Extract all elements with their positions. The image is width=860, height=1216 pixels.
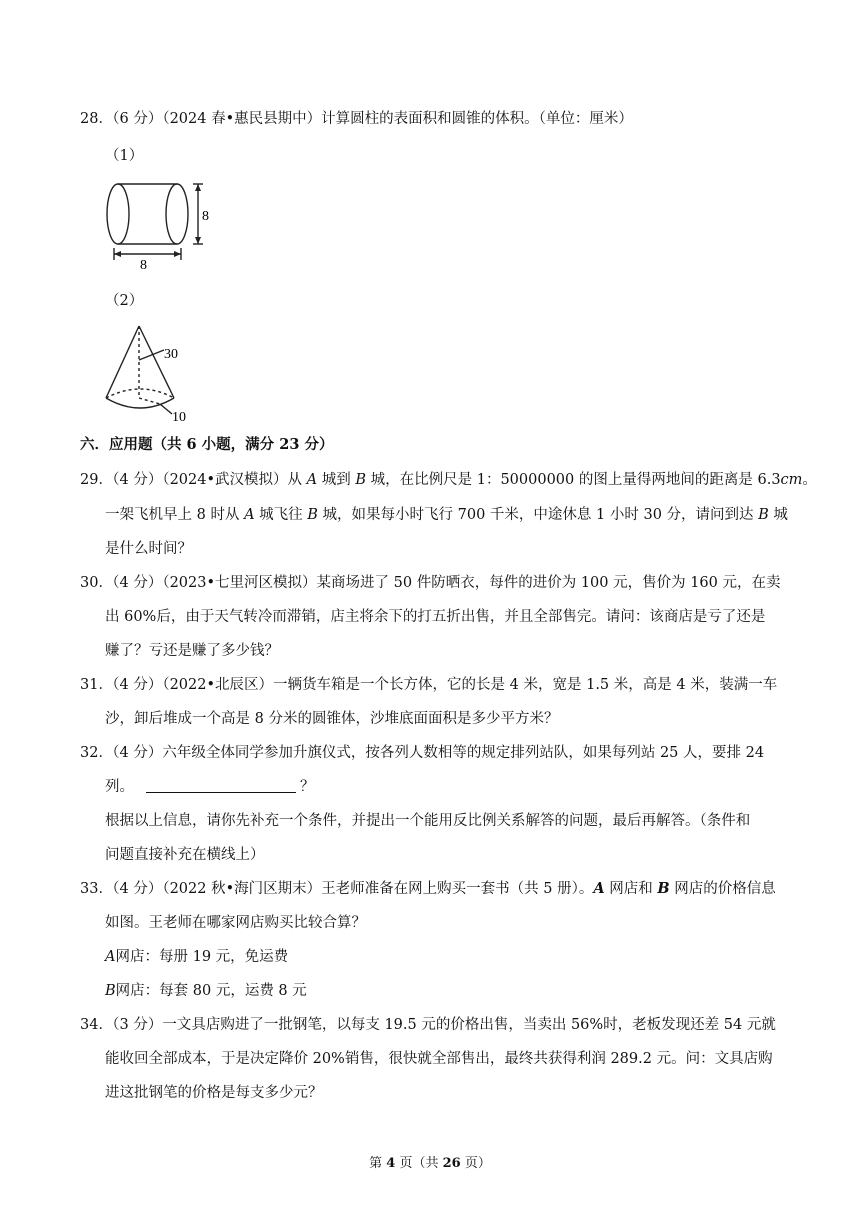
section-heading: 六．应用题（共 6 小题，满分 23 分） — [80, 436, 334, 453]
q29-line3: 是什么时间？ — [105, 541, 192, 557]
q30-line3: 赚了？亏还是赚了多少钱？ — [105, 643, 279, 659]
page-number: 4 — [386, 1156, 396, 1171]
q29-number: 29． — [80, 472, 113, 488]
q28-part2-label: （2） — [105, 293, 144, 309]
q32-number: 32． — [80, 745, 113, 761]
page-total: 26 — [442, 1156, 461, 1171]
q28-text: （6 分）（2024 春•惠民县期中）计算圆柱的表面积和圆锥的体积。（单位：厘米） — [105, 111, 633, 127]
q29-line2: 一架飞机早上 8 时从 A 城飞往 B 城，如果每小时飞行 700 千米，中途休息 1 小时 30 分，请问到达 B 城 — [105, 507, 788, 523]
q33-shop-a: A网店：每册 19 元，免运费 — [105, 949, 289, 965]
q31-number: 31． — [80, 677, 113, 693]
q28-part1-label: （1） — [105, 148, 144, 164]
q33-number: 33． — [80, 881, 113, 897]
q30-line2: 出 60%后，由于天气转冷而滞销，店主将余下的打五折出售，并且全部售完。请问：该商店是亏了还是 — [105, 609, 766, 625]
q33-shop-b: B网店：每套 80 元，运费 8 元 — [105, 983, 307, 999]
cone-height-label: 30 — [164, 347, 178, 362]
cylinder-figure — [100, 176, 220, 270]
q28-number: 28． — [80, 111, 113, 127]
answer-blank[interactable] — [146, 778, 296, 793]
cylinder-diameter-label: 8 — [140, 258, 147, 270]
cylinder-height-label: 8 — [202, 209, 209, 224]
q34-line2: 能收回全部成本，于是决定降价 20%销售，很快就全部售出，最终共获得利润 289.2 元。问：文具店购 — [105, 1051, 773, 1067]
q33-line2: 如图。王老师在哪家网店购买比较合算？ — [105, 915, 366, 931]
q30-number: 30． — [80, 575, 113, 591]
q34-line3: 进这批钢笔的价格是每支多少元？ — [105, 1085, 323, 1101]
cone-radius-label: 10 — [172, 410, 186, 425]
q32-line3: 根据以上信息，请你先补充一个条件，并提出一个能用反比例关系解答的问题，最后再解答。（条件和 — [105, 813, 751, 829]
q32-line4: 问题直接补充在横线上） — [105, 847, 265, 863]
q34-number: 34． — [80, 1017, 113, 1033]
q31-line2: 沙，卸后堆成一个高是 8 分米的圆锥体，沙堆底面面积是多少平方米？ — [105, 711, 559, 727]
cone-figure — [100, 322, 200, 426]
q32-line2: 列。 ？ — [105, 779, 315, 795]
page-footer: 第 4 页（共 26 页） — [369, 1156, 491, 1171]
